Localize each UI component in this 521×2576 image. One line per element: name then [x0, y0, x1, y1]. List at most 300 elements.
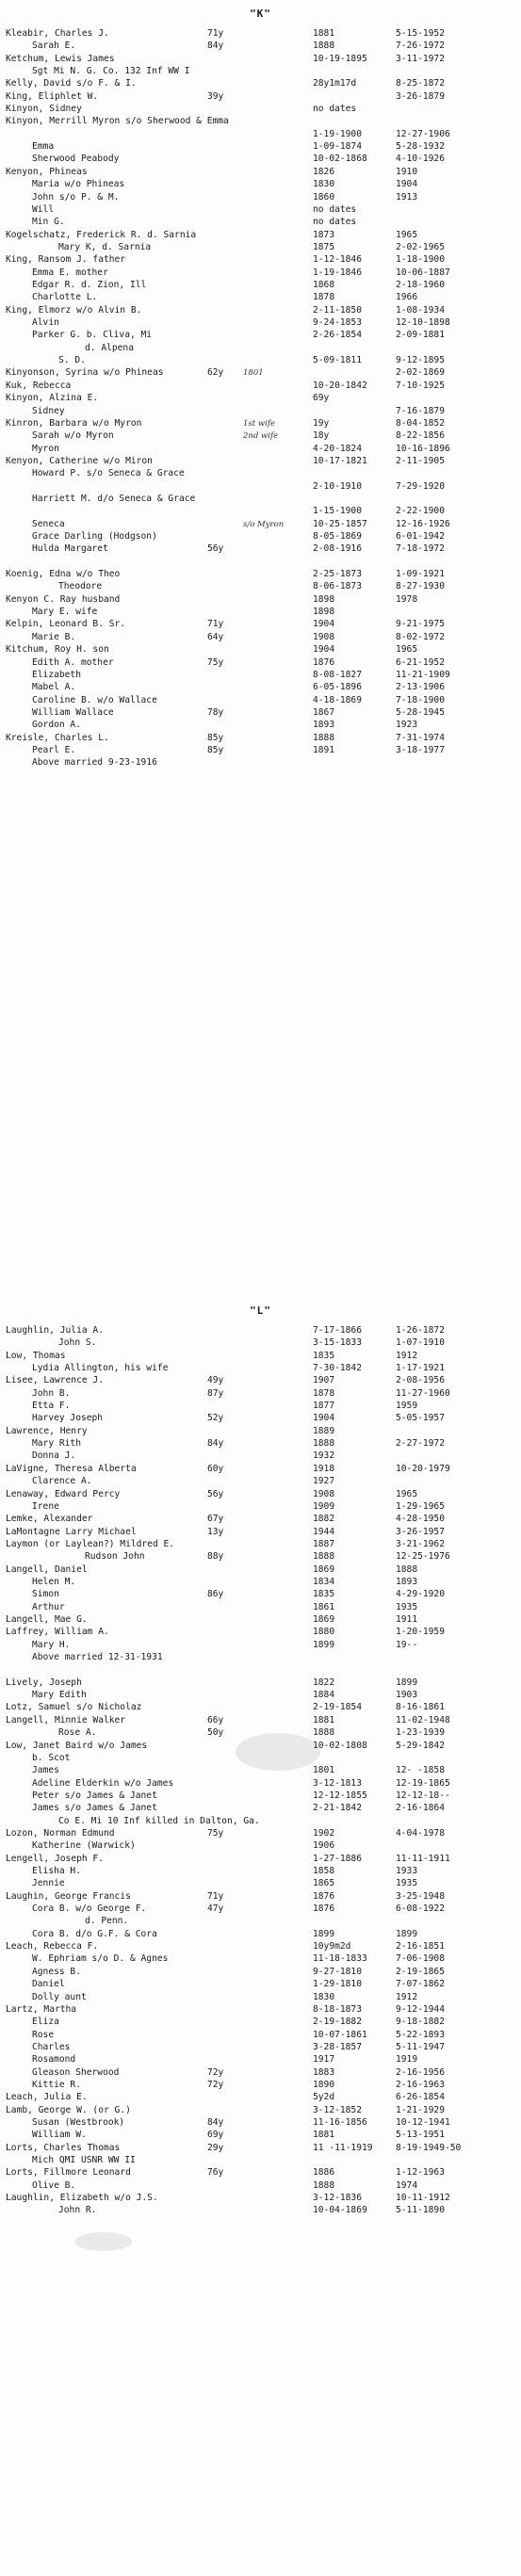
record-born-date: 1888 — [313, 2180, 335, 2191]
record-name: Lawrence, Henry — [6, 1426, 88, 1436]
record-row — [0, 644, 521, 656]
record-born-date: 1835 — [313, 1351, 335, 1361]
record-name: Sarah E. — [32, 41, 76, 51]
record-name: King, Eliphlet W. — [6, 91, 99, 102]
record-death-date: 4-10-1926 — [396, 154, 445, 164]
record-age: 71y — [207, 28, 224, 39]
record-row — [0, 1664, 521, 1676]
record-row — [0, 707, 521, 719]
record-death-date: 1912 — [396, 1351, 418, 1361]
record-row — [0, 41, 521, 52]
record-death-date: 2-16-1864 — [396, 1803, 445, 1813]
record-death-date: 12-16-1926 — [396, 519, 450, 529]
record-death-date: 1965 — [396, 230, 418, 240]
record-name: Laughin, George Francis — [6, 1891, 131, 1902]
record-death-date: 5-05-1957 — [396, 1413, 445, 1423]
record-born-date: 19y — [313, 418, 330, 429]
record-row — [0, 1450, 521, 1462]
record-born-date: 2-26-1854 — [313, 330, 362, 340]
record-name: Lenaway, Edward Percy — [6, 1489, 121, 1499]
record-row — [0, 317, 521, 329]
record-death-date: 8-16-1861 — [396, 1702, 445, 1712]
record-born-date: 1868 — [313, 280, 335, 290]
record-name: Peter s/o James & Janet — [32, 1790, 157, 1801]
record-row — [0, 204, 521, 216]
record-row — [0, 506, 521, 517]
record-born-date: 3-12-1813 — [313, 1778, 362, 1789]
record-born-date: 10-25-1857 — [313, 519, 367, 529]
record-born-date: 1906 — [313, 1840, 335, 1851]
record-row — [0, 1351, 521, 1362]
record-row — [0, 1476, 521, 1487]
record-death-date: 1-17-1921 — [396, 1363, 445, 1373]
record-born-date: 69y — [313, 393, 330, 403]
record-row — [0, 129, 521, 140]
record-row — [0, 116, 521, 127]
record-born-date: 2-11-1850 — [313, 305, 362, 316]
record-born-date: 2-19-1854 — [313, 1702, 362, 1712]
record-age: 75y — [207, 1828, 224, 1839]
record-death-date: 1899 — [396, 1929, 418, 1939]
record-name: Rose — [32, 2030, 55, 2040]
record-death-date: 4-29-1920 — [396, 1589, 445, 1599]
record-name: Will — [32, 204, 55, 215]
record-death-date: 2-16-1851 — [396, 1941, 445, 1952]
record-death-date: 5-29-1842 — [396, 1741, 445, 1751]
record-age: 67y — [207, 1514, 224, 1524]
record-row — [0, 1967, 521, 1978]
record-name: Parker G. b. Cliva, Mi — [32, 330, 153, 340]
record-name: Langell, Daniel — [6, 1564, 88, 1575]
record-row — [0, 418, 521, 429]
record-name: Adeline Elderkin w/o James — [32, 1778, 174, 1789]
record-name: Kinyon, Alzina E. — [6, 393, 99, 403]
record-row — [0, 581, 521, 592]
record-born-date: 1830 — [313, 1992, 335, 2002]
record-death-date: 2-09-1881 — [396, 330, 445, 340]
record-row — [0, 2130, 521, 2141]
record-age: 50y — [207, 1727, 224, 1738]
record-death-date: 7-26-1972 — [396, 41, 445, 51]
record-name: Kenyon C. Ray husband — [6, 594, 121, 605]
record-death-date: 2-11-1905 — [396, 456, 445, 466]
record-age: 49y — [207, 1375, 224, 1385]
record-death-date: 12-12-18-- — [396, 1790, 450, 1801]
record-death-date: 1888 — [396, 1564, 418, 1575]
record-born-date: 1881 — [313, 28, 335, 39]
record-row — [0, 2042, 521, 2053]
record-age: 29y — [207, 2143, 224, 2153]
record-born-date: 8-05-1869 — [313, 531, 362, 542]
record-name: Charlotte L. — [32, 292, 98, 302]
record-row — [0, 1539, 521, 1550]
record-death-date: 8-22-1856 — [396, 430, 445, 441]
record-name: Emma — [32, 141, 55, 152]
record-name: Langell, Mae G. — [6, 1614, 88, 1625]
record-row — [0, 1627, 521, 1638]
record-row — [0, 632, 521, 643]
record-death-date: 1-23-1939 — [396, 1727, 445, 1738]
record-born-date: 1-15-1900 — [313, 506, 362, 516]
record-row — [0, 557, 521, 568]
record-death-date: 2-02-1869 — [396, 367, 445, 378]
record-name: Lorts, Fillmore Leonard — [6, 2167, 131, 2178]
record-death-date: 8-25-1872 — [396, 78, 445, 89]
record-name: Myron — [32, 444, 59, 454]
record-name: Kitchum, Roy H. son — [6, 644, 109, 655]
handwritten-note: s/o Myron — [243, 520, 285, 529]
record-death-date: 6-21-1952 — [396, 657, 445, 668]
record-name: John B. — [32, 1388, 71, 1399]
record-born-date: 10-19-1895 — [313, 54, 367, 64]
record-born-date: 1899 — [313, 1929, 335, 1939]
record-death-date: 1-07-1910 — [396, 1337, 445, 1348]
record-born-date: 1932 — [313, 1450, 335, 1461]
record-born-date: 18y — [313, 430, 330, 441]
record-born-date: 10y9m2d — [313, 1941, 351, 1952]
record-death-date: 8-19-1949-50 — [396, 2143, 462, 2153]
record-name: William Wallace — [32, 707, 114, 718]
record-name: John S. — [58, 1337, 97, 1348]
record-row — [0, 670, 521, 681]
record-born-date: 4-20-1824 — [313, 444, 362, 454]
record-name: Alvin — [32, 317, 59, 328]
record-name: d. Penn. — [85, 1916, 129, 1926]
record-name: Mary Edith — [32, 1690, 87, 1700]
record-row — [0, 657, 521, 669]
record-age: 39y — [207, 91, 224, 102]
record-death-date: 7-10-1925 — [396, 381, 445, 391]
record-death-date: 8-02-1972 — [396, 632, 445, 642]
record-name: W. Ephriam s/o D. & Agnes — [32, 1953, 169, 1964]
record-death-date: 1912 — [396, 1992, 418, 2002]
record-row — [0, 154, 521, 165]
section-heading: "K" — [250, 8, 271, 20]
record-row — [0, 1602, 521, 1613]
record-death-date: 12- -1858 — [396, 1765, 445, 1775]
record-born-date: 1898 — [313, 607, 335, 617]
record-death-date: 5-22-1893 — [396, 2030, 445, 2040]
record-name: Irene — [32, 1501, 59, 1512]
record-death-date: 11-21-1909 — [396, 670, 450, 680]
record-death-date: 6-08-1922 — [396, 1904, 445, 1914]
record-born-date: 1830 — [313, 179, 335, 189]
record-name: Lemke, Alexander — [6, 1514, 93, 1524]
record-death-date: 2-27-1972 — [396, 1438, 445, 1449]
record-name: Mabel A. — [32, 682, 76, 692]
record-row — [0, 192, 521, 203]
record-born-date: 1878 — [313, 1388, 335, 1399]
record-row — [0, 695, 521, 706]
record-name: Edith A. mother — [32, 657, 114, 668]
record-born-date: 1888 — [313, 733, 335, 743]
record-row — [0, 569, 521, 580]
record-row — [0, 91, 521, 103]
record-name: S. D. — [58, 355, 86, 365]
record-row — [0, 2143, 521, 2154]
record-name: Etta F. — [32, 1401, 71, 1411]
record-row — [0, 1891, 521, 1903]
record-born-date: 1909 — [313, 1501, 335, 1512]
record-row — [0, 1401, 521, 1412]
record-name: Grace Darling (Hodgson) — [32, 531, 157, 542]
record-born-date: 1801 — [313, 1765, 335, 1775]
record-born-date: 8-08-1827 — [313, 670, 362, 680]
record-row — [0, 1941, 521, 1952]
record-born-date: 1834 — [313, 1577, 335, 1587]
record-death-date: 3-26-1879 — [396, 91, 445, 102]
record-born-date: 1869 — [313, 1614, 335, 1625]
record-name: Leach, Julia E. — [6, 2092, 88, 2102]
record-row — [0, 1501, 521, 1513]
record-name: Kenyon, Catherine w/o Miron — [6, 456, 153, 466]
record-born-date: 1-29-1810 — [313, 1979, 362, 1989]
record-death-date: 5-13-1951 — [396, 2130, 445, 2140]
record-name: Gleason Sherwood — [32, 2067, 120, 2078]
record-born-date: 1898 — [313, 594, 335, 605]
record-name: Marie B. — [32, 632, 76, 642]
record-row — [0, 1438, 521, 1450]
record-name: Simon — [32, 1589, 59, 1599]
record-born-date: 10-04-1869 — [313, 2205, 367, 2215]
record-name: Hulda Margaret — [32, 543, 108, 554]
record-row — [0, 1878, 521, 1889]
record-born-date: 1881 — [313, 2130, 335, 2140]
record-age: 86y — [207, 1589, 224, 1599]
record-age: 64y — [207, 632, 224, 642]
record-born-date: 1918 — [313, 1464, 335, 1474]
record-name: King, Ransom J. father — [6, 254, 126, 265]
record-age: 71y — [207, 619, 224, 629]
record-row — [0, 267, 521, 279]
record-row — [0, 1564, 521, 1576]
record-row — [0, 619, 521, 630]
record-death-date: 9-12-1895 — [396, 355, 445, 365]
record-born-date: 28y1m17d — [313, 78, 357, 89]
record-death-date: 3-18-1977 — [396, 745, 445, 755]
record-age: 71y — [207, 1891, 224, 1902]
page-smudge — [75, 2232, 132, 2251]
record-row — [0, 1577, 521, 1588]
record-age: 88y — [207, 1551, 224, 1562]
record-age: 56y — [207, 1489, 224, 1499]
record-row — [0, 2030, 521, 2041]
record-death-date: 7-29-1920 — [396, 481, 445, 492]
record-born-date: 1822 — [313, 1677, 335, 1688]
record-death-date: 1933 — [396, 1866, 418, 1876]
record-row — [0, 1929, 521, 1940]
record-age: 13y — [207, 1527, 224, 1537]
record-born-date: 1908 — [313, 632, 335, 642]
record-name: Lamb, George W. (or G.) — [6, 2105, 131, 2115]
record-row — [0, 2054, 521, 2066]
record-name: Mary K, d. Sarnia — [58, 242, 152, 252]
record-born-date: 1860 — [313, 192, 335, 203]
record-name: Kinyon, Sidney — [6, 104, 82, 114]
record-born-date: 1861 — [313, 1602, 335, 1612]
record-death-date: 12-10-1898 — [396, 317, 450, 328]
record-name: William W. — [32, 2130, 87, 2140]
record-name: Sgt Mi N. G. Co. 132 Inf WW I — [32, 66, 190, 76]
record-name: Laughlin, Elizabeth w/o J.S. — [6, 2193, 158, 2203]
record-row — [0, 1551, 521, 1563]
record-death-date: 7-07-1862 — [396, 1979, 445, 1989]
record-born-date: 6-05-1896 — [313, 682, 362, 692]
record-name: Kinyonson, Syrina w/o Phineas — [6, 367, 164, 378]
record-born-date: 1888 — [313, 1551, 335, 1562]
record-born-date: 3-12-1836 — [313, 2193, 362, 2203]
record-name: Kinron, Barbara w/o Myron — [6, 418, 142, 429]
record-born-date: 1904 — [313, 619, 335, 629]
record-name: Sidney — [32, 406, 65, 416]
record-born-date: 1881 — [313, 1715, 335, 1725]
record-born-date: 1927 — [313, 1476, 335, 1486]
record-name: Lengell, Joseph F. — [6, 1854, 104, 1864]
record-death-date: 8-27-1930 — [396, 581, 445, 591]
record-name: Emma E. mother — [32, 267, 108, 278]
record-death-date: 9-21-1975 — [396, 619, 445, 629]
record-death-date: 4-04-1978 — [396, 1828, 445, 1839]
record-row — [0, 543, 521, 555]
record-row — [0, 54, 521, 65]
record-death-date: 4-28-1950 — [396, 1514, 445, 1524]
record-name: Kelly, David s/o F. & I. — [6, 78, 137, 89]
record-born-date: 1899 — [313, 1640, 335, 1650]
record-born-date: no dates — [313, 217, 357, 227]
record-death-date: 12-27-1906 — [396, 129, 450, 139]
record-row — [0, 607, 521, 618]
record-born-date: 1880 — [313, 1627, 335, 1637]
record-born-date: 1886 — [313, 2167, 335, 2178]
record-row — [0, 1992, 521, 2003]
record-row — [0, 2180, 521, 2192]
record-row — [0, 1803, 521, 1814]
record-death-date: 10-20-1979 — [396, 1464, 450, 1474]
record-row — [0, 494, 521, 505]
record-name: Dolly aunt — [32, 1992, 87, 2002]
record-name: John s/o P. & M. — [32, 192, 120, 203]
record-death-date: 1966 — [396, 292, 418, 302]
record-born-date: 12-12-1855 — [313, 1790, 367, 1801]
record-row — [0, 1702, 521, 1713]
record-name: Daniel — [32, 1979, 65, 1989]
record-row — [0, 682, 521, 693]
record-row — [0, 1715, 521, 1726]
record-row — [0, 28, 521, 40]
record-row — [0, 468, 521, 479]
record-name: Laymon (or Laylean?) Mildred E. — [6, 1539, 175, 1549]
record-name: Rose A. — [58, 1727, 97, 1738]
record-age: 47y — [207, 1904, 224, 1914]
record-death-date: 11-11-1911 — [396, 1854, 450, 1864]
record-row — [0, 1337, 521, 1349]
record-row — [0, 2193, 521, 2204]
record-row — [0, 444, 521, 455]
record-born-date: 1876 — [313, 657, 335, 668]
record-name: Kreisle, Charles L. — [6, 733, 109, 743]
record-death-date: 7-18-1900 — [396, 695, 445, 705]
record-name: James s/o James & Janet — [32, 1803, 157, 1813]
record-row — [0, 141, 521, 153]
record-row — [0, 456, 521, 467]
record-row — [0, 1464, 521, 1475]
handwritten-note: 1801 — [243, 368, 264, 378]
record-death-date: 1-18-1900 — [396, 254, 445, 265]
record-row — [0, 2105, 521, 2116]
record-row — [0, 2017, 521, 2028]
record-born-date: 1891 — [313, 745, 335, 755]
record-row — [0, 720, 521, 731]
record-name: Harvey Joseph — [32, 1413, 104, 1423]
record-name: Langell, Minnie Walker — [6, 1715, 126, 1725]
record-name: Kleabir, Charles J. — [6, 28, 109, 39]
record-name: Pearl E. — [32, 745, 76, 755]
record-death-date: 5-15-1952 — [396, 28, 445, 39]
record-born-date: 1877 — [313, 1401, 335, 1411]
record-death-date: 1-26-1872 — [396, 1325, 445, 1336]
record-death-date: 2-18-1960 — [396, 280, 445, 290]
record-name: Cora B. w/o George F. — [32, 1904, 147, 1914]
record-death-date: 3-21-1962 — [396, 1539, 445, 1549]
record-death-date: 1959 — [396, 1401, 418, 1411]
record-death-date: 1-09-1921 — [396, 569, 445, 579]
record-born-date: 1-27-1886 — [313, 1854, 362, 1864]
record-death-date: 10-16-1896 — [396, 444, 450, 454]
record-row — [0, 230, 521, 241]
record-row — [0, 78, 521, 89]
record-name: LaVigne, Theresa Alberta — [6, 1464, 137, 1474]
record-age: 60y — [207, 1464, 224, 1474]
record-death-date: 1965 — [396, 644, 418, 655]
record-death-date: 2-16-1963 — [396, 2080, 445, 2090]
record-death-date: 3-26-1957 — [396, 1527, 445, 1537]
record-name: Low, Thomas — [6, 1351, 66, 1361]
record-born-date: 1876 — [313, 1904, 335, 1914]
record-born-date: 1904 — [313, 644, 335, 655]
record-row — [0, 1325, 521, 1337]
record-row — [0, 1854, 521, 1865]
record-row — [0, 242, 521, 253]
record-born-date: 9-27-1810 — [313, 1967, 362, 1977]
record-death-date: 11-27-1960 — [396, 1388, 450, 1399]
record-death-date: 2-16-1956 — [396, 2067, 445, 2078]
record-age: 87y — [207, 1388, 224, 1399]
record-born-date: 1890 — [313, 2080, 335, 2090]
record-age: 52y — [207, 1413, 224, 1423]
record-row — [0, 1489, 521, 1500]
record-age: 62y — [207, 367, 224, 378]
record-death-date: 2-22-1900 — [396, 506, 445, 516]
record-name: Kuk, Rebecca — [6, 381, 72, 391]
record-death-date: 5-28-1932 — [396, 141, 445, 152]
record-born-date: 10-17-1821 — [313, 456, 367, 466]
record-born-date: 1902 — [313, 1828, 335, 1839]
record-age: 84y — [207, 2117, 224, 2128]
record-born-date: 2-10-1910 — [313, 481, 362, 492]
record-death-date: 1899 — [396, 1677, 418, 1688]
record-row — [0, 1363, 521, 1374]
record-death-date: 2-08-1956 — [396, 1375, 445, 1385]
record-name: Jennie — [32, 1878, 65, 1888]
record-name: Susan (Westbrook) — [32, 2117, 125, 2128]
record-name: Min G. — [32, 217, 65, 227]
record-row — [0, 355, 521, 366]
handwritten-note: 1st wife — [243, 419, 276, 429]
record-name: Mary H. — [32, 1640, 71, 1650]
record-death-date: 19-- — [396, 1640, 418, 1650]
record-row — [0, 733, 521, 744]
record-death-date: 1-08-1934 — [396, 305, 445, 316]
